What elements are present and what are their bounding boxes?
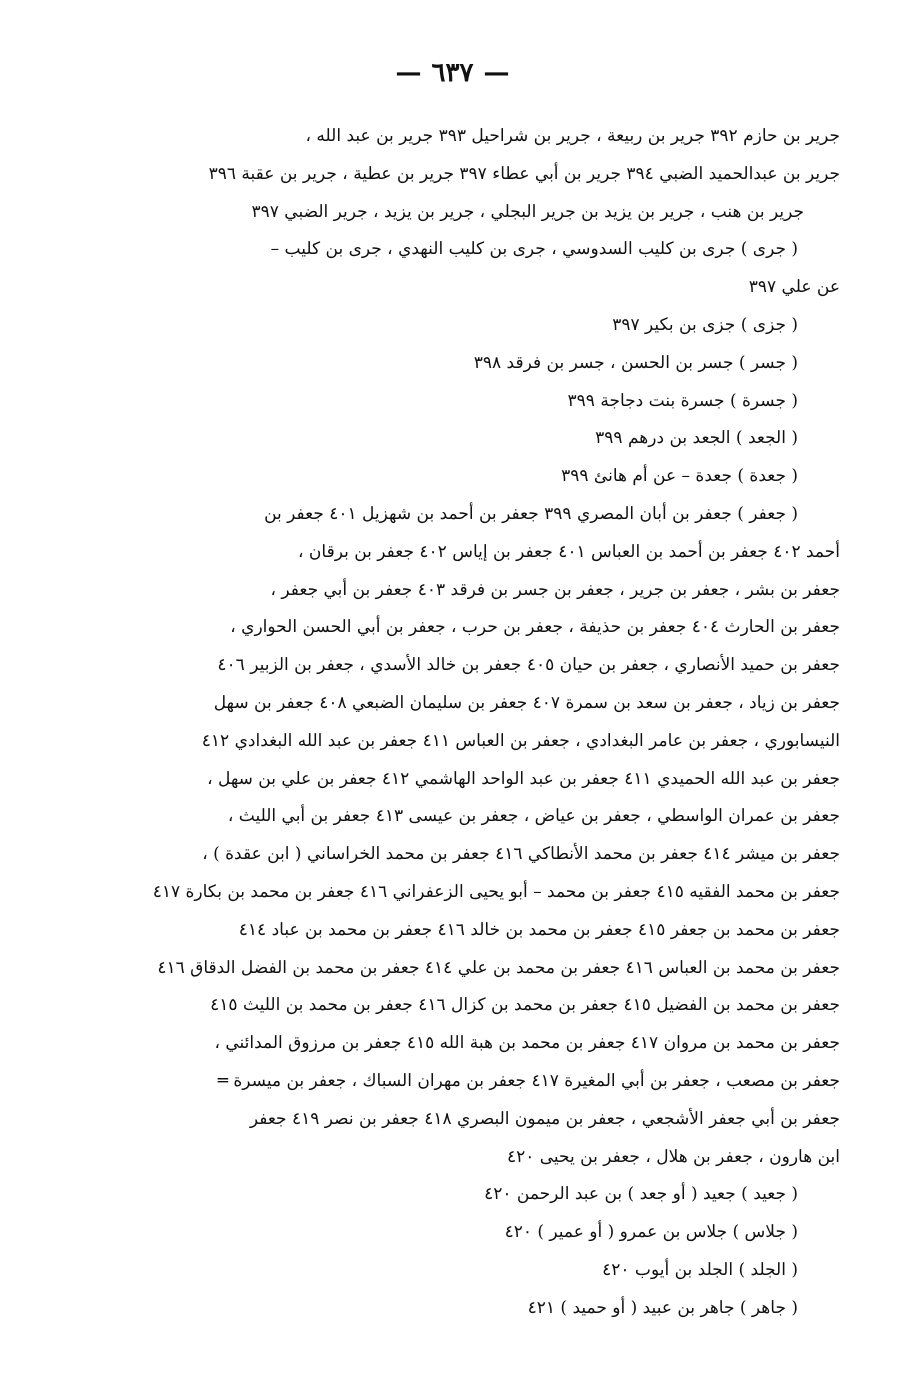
text-line: النيسابوري ، جعفر بن عامر البغدادي ، جعفر بن العباس ٤١١ جعفر بن عبد الله البغدادي ٤١٢: [201, 730, 840, 751]
text-line: جعفر بن محمد بن مروان ٤١٧ جعفر بن محمد بن هبة الله ٤١٥ جعفر بن مرزوق المدائني ،: [214, 1033, 840, 1054]
text-line: جعفر بن أبي جعفر الأشجعي ، جعفر بن ميمون البصري ٤١٨ جعفر بن نصر ٤١٩ جعفر: [249, 1108, 840, 1129]
text-line: جرير بن هنب ، جرير بن يزيد بن جرير البجلي ، جرير بن يزيد ، جرير الضبي ٣٩٧: [251, 201, 804, 222]
page-number-dash-right: —: [483, 58, 510, 88]
text-line: جعفر بن حميد الأنصاري ، جعفر بن حيان ٤٠٥ جعفر بن خالد الأسدي ، جعفر بن الزبير ٤٠٦: [217, 655, 840, 676]
text-line: جعفر بن محمد الفقيه ٤١٥ جعفر بن محمد – أبو يحيى الزعفراني ٤١٦ جعفر بن محمد بن بكارة ٤١٧: [152, 881, 840, 902]
text-line: أحمد ٤٠٢ جعفر بن أحمد بن العباس ٤٠١ جعفر بن إياس ٤٠٢ جعفر بن برقان ،: [298, 541, 840, 562]
text-line: ابن هارون ، جعفر بن هلال ، جعفر بن يحيى ٤٢٠: [506, 1146, 840, 1167]
text-line: ( جعدة ) جعدة – عن أم هانئ ٣٩٩: [561, 466, 798, 487]
text-line: جعفر بن عبد الله الحميدي ٤١١ جعفر بن عبد الواحد الهاشمي ٤١٢ جعفر بن علي بن سهل ،: [207, 768, 840, 789]
text-line: جرير بن حازم ٣٩٢ جرير بن ربيعة ، جرير بن شراحيل ٣٩٣ جرير بن عبد الله ،: [305, 126, 840, 146]
page-number-dash-left: —: [395, 58, 422, 88]
text-line: ( جسرة ) جسرة بنت دجاجة ٣٩٩: [567, 390, 798, 411]
text-line: ( جلاس ) جلاس بن عمرو ( أو عمير ) ٤٢٠: [504, 1222, 798, 1243]
text-line: جعفر بن مصعب ، جعفر بن أبي المغيرة ٤١٧ جعفر بن مهران السباك ، جعفر بن ميسرة ═: [217, 1070, 840, 1091]
text-line: ( جسر ) جسر بن الحسن ، جسر بن فرقد ٣٩٨: [473, 352, 798, 373]
page-number: [0, 58, 905, 88]
index-text-body: [140, 118, 840, 1328]
text-line: جرير بن عبدالحميد الضبي ٣٩٤ جرير بن أبي عطاء ٣٩٧ جرير بن عطية ، جرير بن عقبة ٣٩٦: [208, 163, 840, 184]
page-number-value: ٦٣٧: [431, 58, 474, 88]
text-line: جعفر بن زياد ، جعفر بن سعد بن سمرة ٤٠٧ جعفر بن سليمان الضبعي ٤٠٨ جعفر بن سهل: [213, 692, 840, 713]
text-line: ( جعفر ) جعفر بن أبان المصري ٣٩٩ جعفر بن أحمد بن شهزيل ٤٠١ جعفر بن: [264, 503, 798, 524]
text-line: جعفر بن بشر ، جعفر بن جرير ، جعفر بن جسر بن فرقد ٤٠٣ جعفر بن أبي جعفر ،: [270, 579, 840, 600]
text-line: جعفر بن محمد بن العباس ٤١٦ جعفر بن محمد بن علي ٤١٤ جعفر بن محمد بن الفضل الدقاق ٤١٦: [157, 957, 840, 978]
text-line: ( جاهر ) جاهر بن عبيد ( أو حميد ) ٤٢١: [527, 1297, 798, 1318]
text-line: جعفر بن ميشر ٤١٤ جعفر بن محمد الأنطاكي ٤١٦ جعفر بن محمد الخراساني ( ابن عقدة ) ،: [202, 844, 840, 865]
text-line: ( جعيد ) جعيد ( أو جعد ) بن عبد الرحمن ٤٢٠: [484, 1184, 798, 1205]
text-line: جعفر بن محمد بن الفضيل ٤١٥ جعفر بن محمد بن كزال ٤١٦ جعفر بن محمد بن الليث ٤١٥: [210, 995, 840, 1016]
text-line: ( جزى ) جزى بن بكير ٣٩٧: [612, 314, 798, 335]
text-line: ( الجعد ) الجعد بن درهم ٣٩٩: [595, 428, 798, 449]
text-line: جعفر بن الحارث ٤٠٤ جعفر بن حذيفة ، جعفر بن حرب ، جعفر بن أبي الحسن الحواري ،: [230, 617, 840, 638]
text-line: جعفر بن محمد بن جعفر ٤١٥ جعفر بن محمد بن خالد ٤١٦ جعفر بن محمد بن عباد ٤١٤: [238, 919, 840, 940]
text-line: عن علي ٣٩٧: [748, 277, 840, 298]
text-line: جعفر بن عمران الواسطي ، جعفر بن عياض ، جعفر بن عيسى ٤١٣ جعفر بن أبي الليث ،: [227, 806, 840, 827]
text-line: ( الجلد ) الجلد بن أيوب ٤٢٠: [602, 1259, 798, 1280]
text-line: ( جرى ) جرى بن كليب السدوسي ، جرى بن كليب النهدي ، جرى بن كليب –: [270, 239, 798, 260]
